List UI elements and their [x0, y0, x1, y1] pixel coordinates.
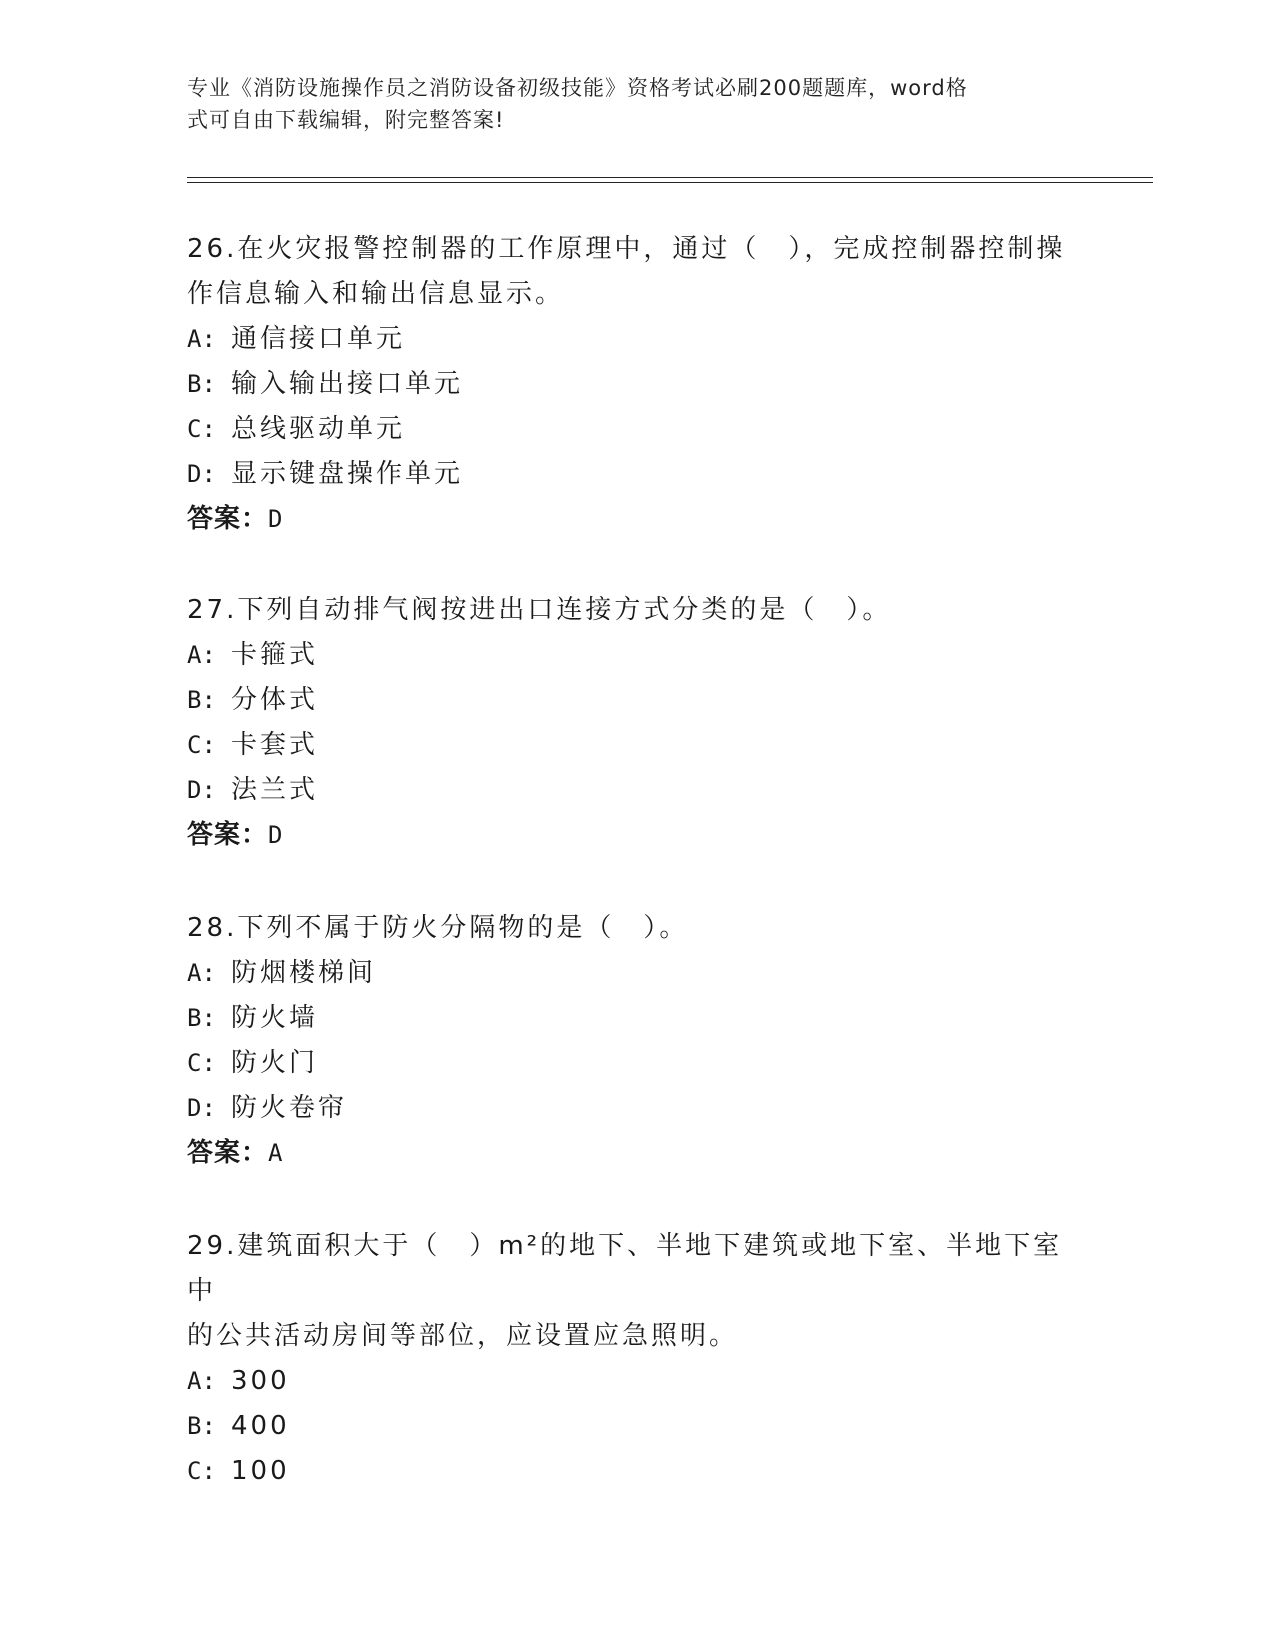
- question-stem-line-2: 的公共活动房间等部位，应设置应急照明。: [187, 1321, 739, 1351]
- question-28: [187, 906, 1077, 1176]
- header-divider-bottom: [187, 182, 1153, 183]
- option-label: C:: [187, 415, 216, 443]
- option-b: [187, 678, 1077, 723]
- option-c: [187, 1449, 1077, 1494]
- question-stem-line-2: 作信息输入和输出信息显示。: [187, 279, 565, 309]
- option-b: [187, 1404, 1077, 1449]
- option-text: 300: [231, 1366, 290, 1396]
- question-27: [187, 588, 1077, 858]
- answer-value: D: [268, 505, 284, 533]
- question-29: [187, 1224, 1077, 1494]
- header-line-1: 专业《消防设施操作员之消防设备初级技能》资格考试必刷200题题库，word格: [187, 76, 968, 100]
- option-text: 显示键盘操作单元: [231, 459, 464, 489]
- header-line-2: 式可自由下载编辑，附完整答案!: [187, 108, 505, 132]
- answer-line: [187, 1131, 1077, 1176]
- option-label: A:: [187, 325, 216, 353]
- option-text: 分体式: [231, 685, 319, 715]
- option-a: [187, 317, 1077, 362]
- answer-value: D: [268, 821, 284, 849]
- answer-label: 答案：: [187, 1138, 269, 1168]
- option-label: B:: [187, 686, 216, 714]
- option-b: [187, 996, 1077, 1041]
- question-stem-line-1: 26.在火灾报警控制器的工作原理中，通过（ ），完成控制器控制操: [187, 234, 1066, 264]
- option-a: [187, 951, 1077, 996]
- question-stem-line-1: 28.下列不属于防火分隔物的是（ ）。: [187, 913, 689, 943]
- option-label: B:: [187, 1004, 216, 1032]
- option-a: [187, 1359, 1077, 1404]
- option-text: 卡箍式: [231, 640, 319, 670]
- option-text: 输入输出接口单元: [231, 369, 464, 399]
- option-label: C:: [187, 731, 216, 759]
- option-label: A:: [187, 959, 216, 987]
- option-d: [187, 768, 1077, 813]
- option-label: A:: [187, 1367, 216, 1395]
- answer-label: 答案：: [187, 820, 269, 850]
- answer-value: A: [268, 1139, 284, 1167]
- option-label: C:: [187, 1049, 216, 1077]
- option-text: 法兰式: [231, 775, 319, 805]
- question-stem-line-1: 27.下列自动排气阀按进出口连接方式分类的是（ ）。: [187, 595, 892, 625]
- option-text: 防火墙: [231, 1003, 319, 1033]
- option-label: B:: [187, 370, 216, 398]
- option-label: D:: [187, 1094, 216, 1122]
- option-label: D:: [187, 460, 216, 488]
- answer-line: [187, 813, 1077, 858]
- option-label: B:: [187, 1412, 216, 1440]
- question-stem-line-1: 29.建筑面积大于（ ）m²的地下、半地下建筑或地下室、半地下室中: [187, 1231, 1063, 1306]
- option-text: 卡套式: [231, 730, 319, 760]
- option-d: [187, 1086, 1077, 1131]
- document-header: [187, 72, 1067, 136]
- option-label: A:: [187, 641, 216, 669]
- option-c: [187, 723, 1077, 768]
- option-text: 400: [231, 1411, 290, 1441]
- option-text: 总线驱动单元: [231, 414, 406, 444]
- option-text: 100: [231, 1456, 290, 1486]
- answer-label: 答案：: [187, 504, 269, 534]
- option-a: [187, 633, 1077, 678]
- header-divider-top: [187, 177, 1153, 178]
- option-d: [187, 452, 1077, 497]
- option-text: 通信接口单元: [231, 324, 406, 354]
- question-26: [187, 227, 1077, 542]
- answer-line: [187, 497, 1077, 542]
- option-text: 防火门: [231, 1048, 319, 1078]
- option-c: [187, 1041, 1077, 1086]
- option-text: 防火卷帘: [231, 1093, 348, 1123]
- option-label: C:: [187, 1457, 216, 1485]
- option-label: D:: [187, 776, 216, 804]
- option-c: [187, 407, 1077, 452]
- option-text: 防烟楼梯间: [231, 958, 377, 988]
- option-b: [187, 362, 1077, 407]
